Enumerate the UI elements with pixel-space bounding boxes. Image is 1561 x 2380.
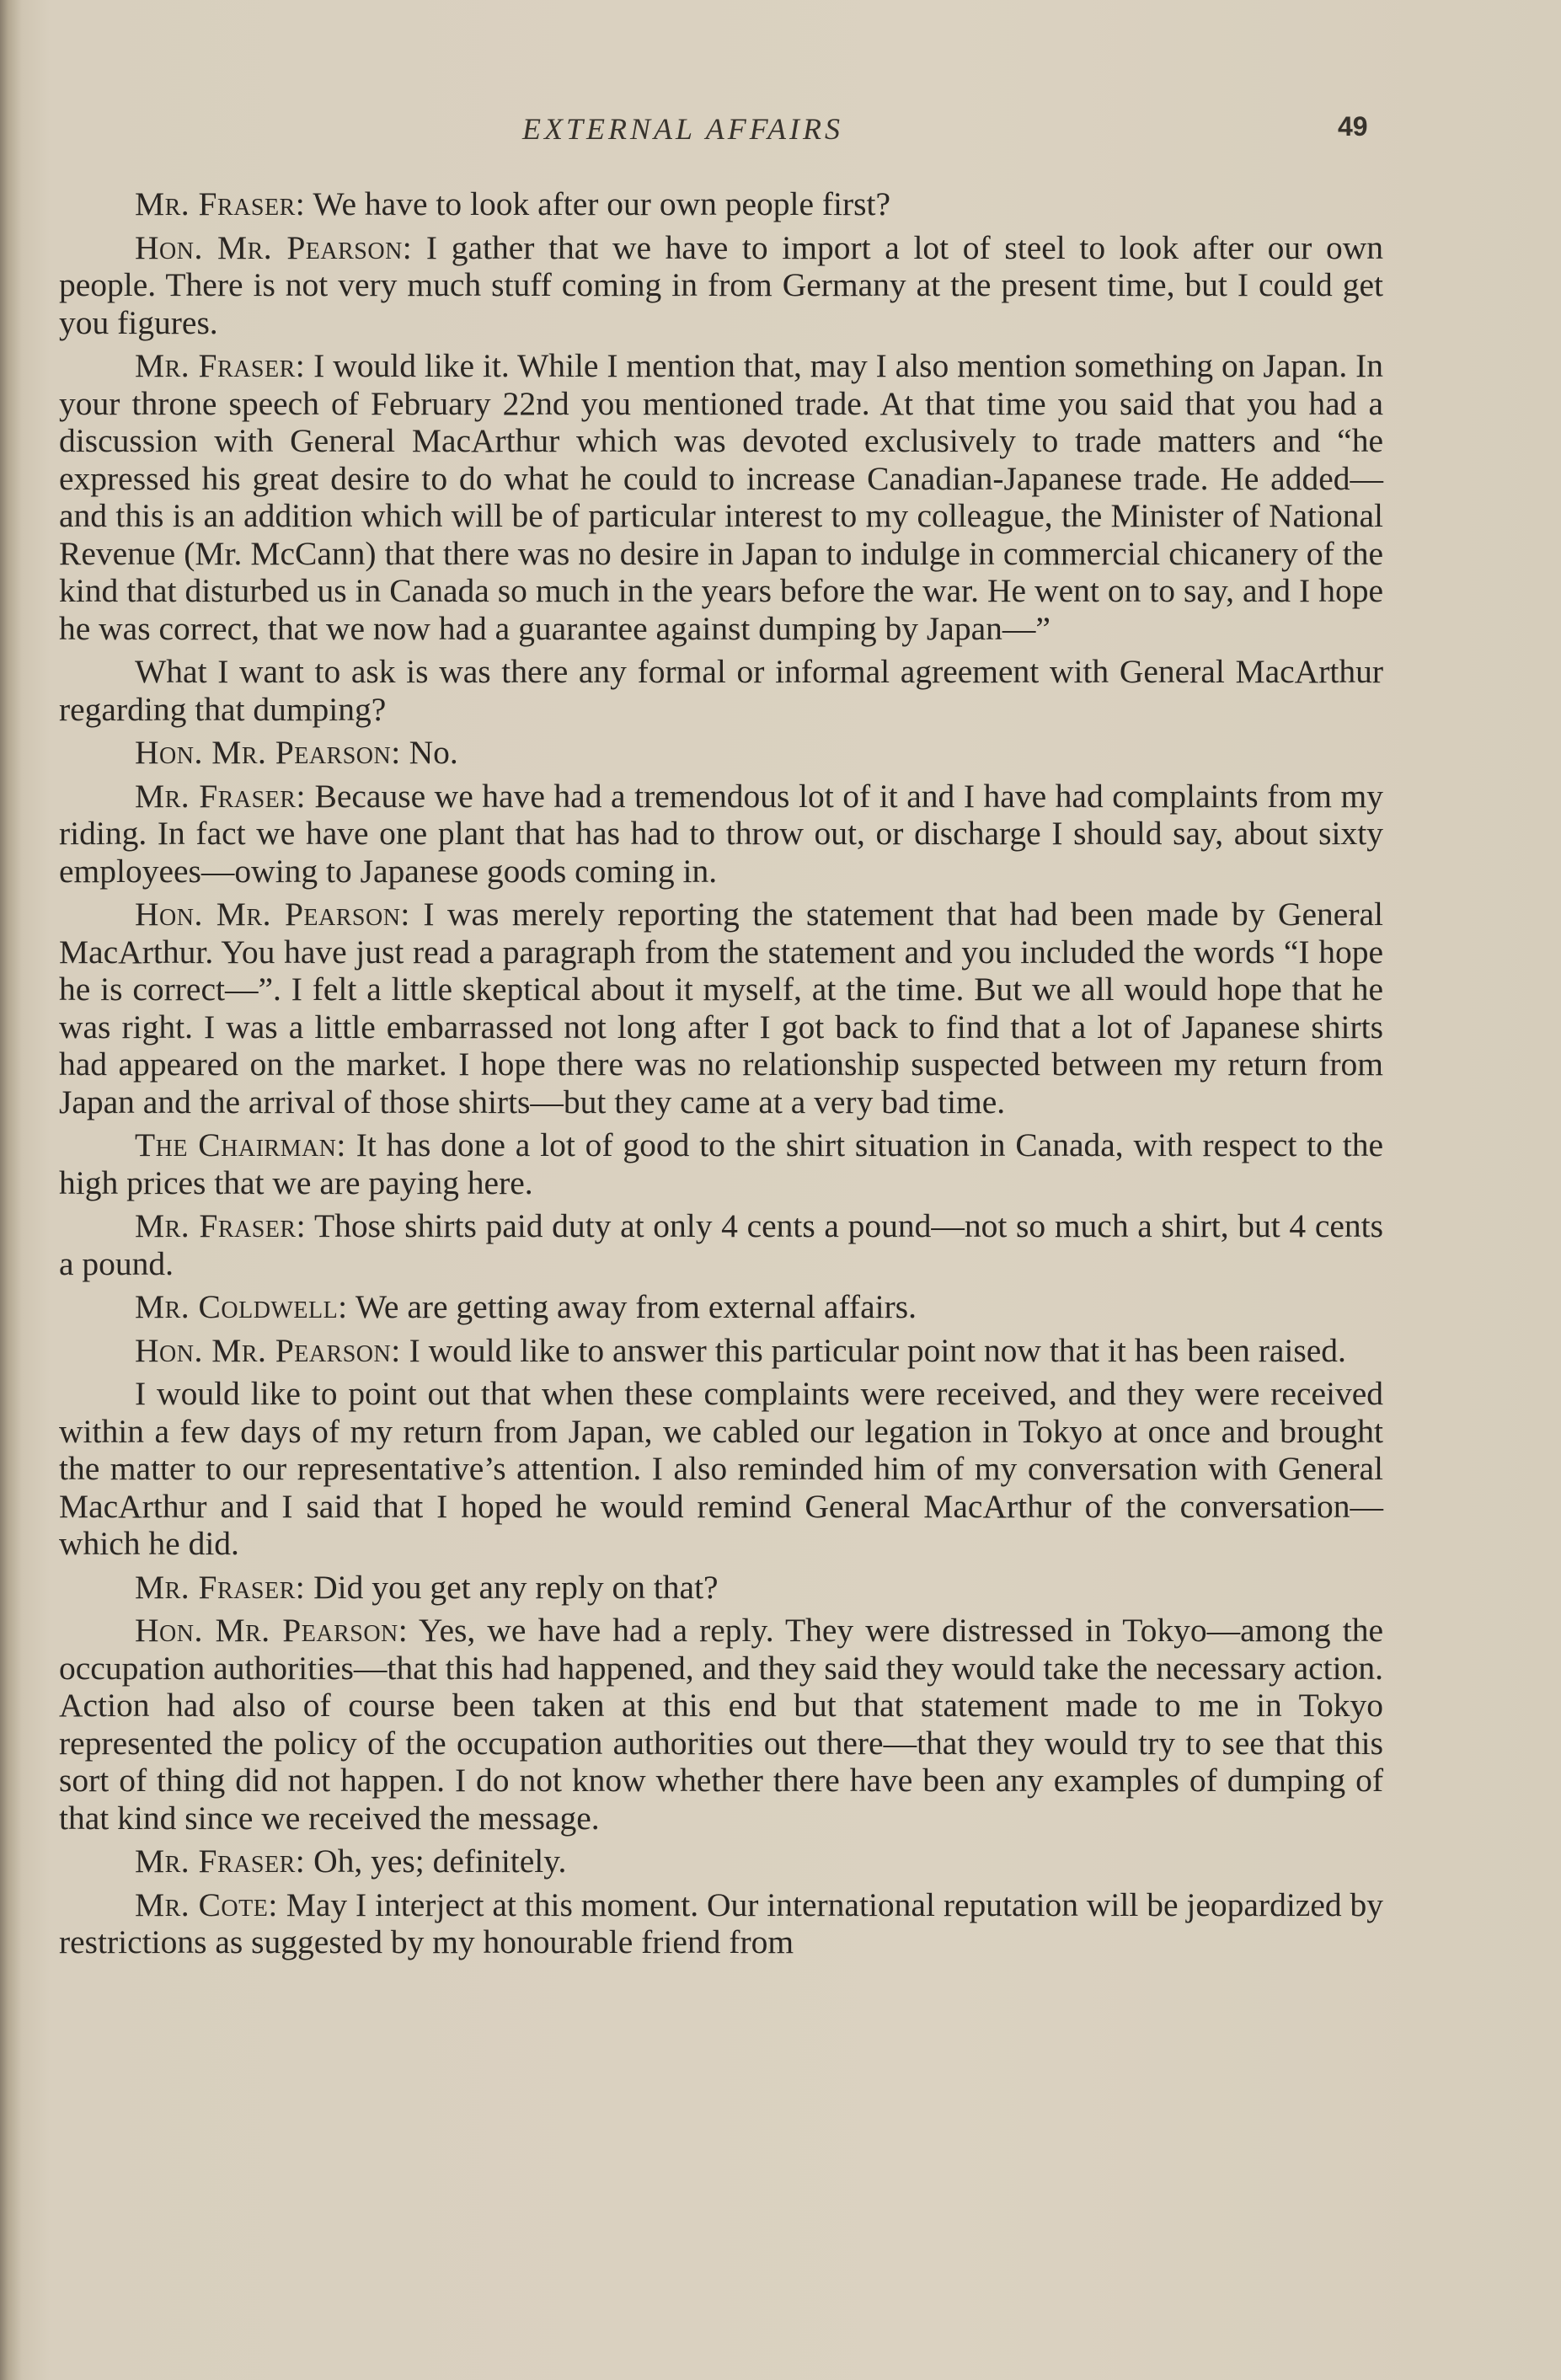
paragraph-text: I was merely reporting the statement that had been made by General MacArthur. You have just read a paragraph from the statement and you included the words “I hope he is correct—”. I felt a little skeptical about it myself, at the time. But we all would hope that he was right. I was a little embarrassed not long after I got back to find that a lot of Japanese shirts had appeared on the market. I hope there was no relationship suspected between my return from Japan and the arrival of those shirts—but they came at a very bad time.	[59, 896, 1383, 1120]
transcript-paragraph	[59, 347, 1383, 647]
page-header	[0, 111, 1561, 158]
speaker-name: Hon. Mr. Pearson:	[135, 734, 401, 771]
speaker-name: Hon. Mr. Pearson:	[135, 1331, 401, 1369]
transcript-paragraph	[59, 653, 1383, 728]
paragraph-text: No.	[400, 734, 458, 771]
transcript-paragraph	[59, 1375, 1383, 1563]
transcript-paragraph	[59, 1207, 1383, 1282]
speaker-name: Hon. Mr. Pearson:	[135, 1612, 409, 1649]
paragraph-text: May I interject at this moment. Our international reputation will be jeopardized by restrictions as suggested by my honourable friend from	[59, 1885, 1384, 1960]
speaker-name: Mr. Cote:	[135, 1885, 278, 1923]
paragraph-text: Did you get any reply on that?	[305, 1568, 719, 1606]
transcript-paragraph	[59, 734, 1383, 772]
paragraph-text: What I want to ask is was there any formal or informal agreement with General MacArthur regarding that dumping?	[59, 653, 1383, 728]
transcript-paragraph	[59, 1842, 1383, 1880]
paragraph-text: Oh, yes; definitely.	[305, 1842, 567, 1880]
transcript-paragraph	[59, 229, 1383, 342]
transcript-paragraph	[59, 1886, 1383, 1961]
speaker-name: Mr. Fraser:	[135, 347, 306, 384]
speaker-name: The Chairman:	[135, 1126, 346, 1163]
transcript-body	[59, 185, 1383, 1967]
paragraph-text: I would like it. While I mention that, may I also mention something on Japan. In your throne speech of February 22nd you mentioned trade. At that time you said that you had a discussion with General MacArthur which was devoted exclusively to trade matters and “he expressed his great desire to do what he could to increase Canadian-Japanese trade. He added—and this is an addition which will be of particular interest to my colleague, the Minister of National Revenue (Mr. McCann) that there was no desire in Japan to indulge in commercial chicanery of the kind that disturbed us in Canada so much in the years before the war. He went on to say, and I hope he was correct, that we now had a guarantee against dumping by Japan—”	[59, 347, 1383, 647]
transcript-paragraph	[59, 1569, 1383, 1607]
speaker-name: Hon. Mr. Pearson:	[135, 228, 413, 266]
transcript-paragraph	[59, 896, 1383, 1120]
paragraph-text: I would like to point out that when these complaints were received, and they were received within a few days of my return from Japan, we cabled our legation in Tokyo at once and brought the matter to our representative’s attention. I also reminded him of my conversation with General MacArthur and I said that I hoped he would remind General MacArthur of the conversation—which he did.	[59, 1375, 1383, 1562]
transcript-paragraph	[59, 1612, 1383, 1837]
speaker-name: Mr. Fraser:	[135, 777, 306, 815]
paragraph-text: Because we have had a tremendous lot of it and I have had complaints from my riding. In fact we have one plant that has had to throw out, or discharge I should say, about sixty employees—owing to Japanese goods coming in.	[59, 777, 1383, 890]
paragraph-text: I would like to answer this particular point now that it has been raised.	[400, 1331, 1346, 1369]
paragraph-text: Yes, we have had a reply. They were distressed in Tokyo—among the occupation authorities—that this had happened, and they said they would take the necessary action. Action had also of course been taken at this end but that statement made to me in Tokyo represented the policy of the occupation authorities out there—that they would try to see that this sort of thing did not happen. I do not know whether there have been any examples of dumping of that kind since we received the message.	[59, 1612, 1383, 1837]
transcript-paragraph	[59, 1288, 1383, 1326]
speaker-name: Mr. Fraser:	[135, 1568, 306, 1606]
speaker-name: Mr. Fraser:	[135, 1842, 306, 1880]
speaker-name: Mr. Coldwell:	[135, 1288, 348, 1325]
paragraph-text: Those shirts paid duty at only 4 cents a pound—not so much a shirt, but 4 cents a pound.	[59, 1207, 1383, 1282]
transcript-paragraph	[59, 778, 1383, 890]
transcript-paragraph	[59, 185, 1383, 223]
speaker-name: Mr. Fraser:	[135, 185, 306, 222]
speaker-name: Mr. Fraser:	[135, 1207, 307, 1244]
paragraph-text: We are getting away from external affairs.	[347, 1288, 917, 1325]
transcript-paragraph	[59, 1332, 1383, 1370]
paragraph-text: We have to look after our own people first?	[305, 185, 891, 222]
page-number: 49	[1338, 111, 1368, 142]
paragraph-text: It has done a lot of good to the shirt situation in Canada, with respect to the high prices that we are paying here.	[59, 1126, 1383, 1201]
speaker-name: Hon. Mr. Pearson:	[135, 896, 410, 933]
paragraph-text: I gather that we have to import a lot of steel to look after our own people. There is not very much stuff coming in from Germany at the present time, but I could get you figures.	[59, 228, 1383, 341]
running-head: EXTERNAL AFFAIRS	[522, 112, 844, 146]
transcript-paragraph	[59, 1126, 1383, 1201]
